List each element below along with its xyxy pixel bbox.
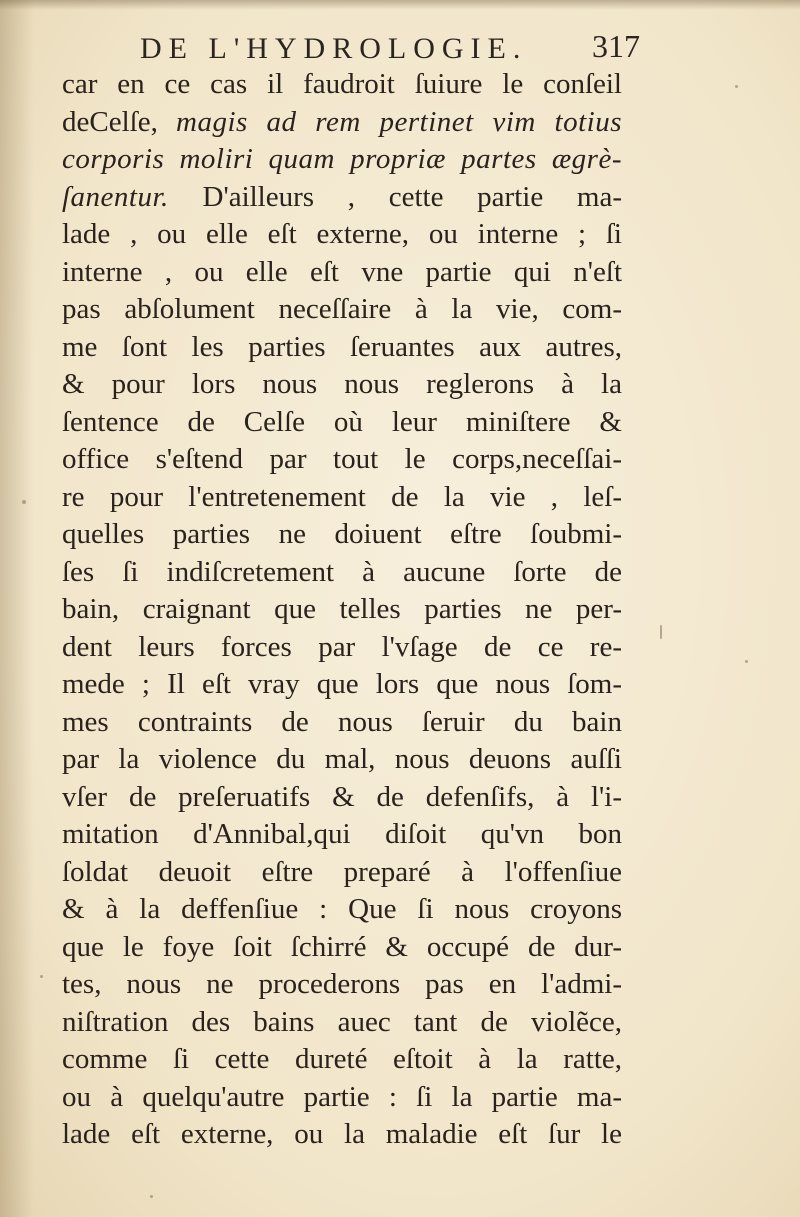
text-line: ſoldat deuoit eſtre preparé à l'offenſiue [62, 855, 622, 888]
text-line: tes, nous ne procederons pas en l'admi- [62, 968, 622, 1000]
page-number: 317 [592, 28, 640, 64]
text-line: & à la deffenſiue : Que ſi nous croyons [62, 893, 622, 925]
latin-quotation: magis ad rem pertinet vim totius [176, 105, 622, 138]
ink-speck [40, 975, 43, 978]
body-text [62, 66, 622, 1154]
text-line: & pour lors nous nous reglerons à la [62, 368, 622, 400]
text-line: car en ce cas il faudroit ſuiure le conſeil [62, 68, 622, 100]
text-line: mitation d'Annibal,qui diſoit qu'vn bon [62, 818, 622, 850]
text-line: ſentence de Celſe où leur miniſtere & [62, 405, 622, 438]
text-line: dent leurs forces par l'vſage de ce re- [62, 630, 622, 663]
page-top-edge [0, 0, 800, 10]
text-line: que le foye ſoit ſchirré & occupé de dur- [62, 930, 622, 963]
text-line: interne , ou elle eſt vne partie qui n'eſt [62, 255, 622, 288]
ink-speck [150, 1195, 153, 1198]
text-line: mede ; Il eſt vray que lors que nous ſom- [62, 668, 622, 700]
text-line: office s'eſtend par tout le corps,neceſſai- [62, 443, 622, 475]
text-line: par la violence du mal, nous deuons auſſi [62, 743, 622, 775]
text-line: ou à quelqu'autre partie : ſi la partie ma- [62, 1080, 622, 1113]
ink-speck [735, 85, 738, 88]
ink-speck [660, 625, 662, 639]
text-line: ſes ſi indiſcretement à aucune ſorte de [62, 555, 622, 588]
text-line: lade , ou elle eſt externe, ou interne ; ſi [62, 218, 622, 250]
text-line: lade eſt externe, ou la maladie eſt ſur le [62, 1118, 622, 1150]
running-title: DE L'HYDROLOGIE. [140, 32, 528, 65]
ink-speck [22, 500, 26, 504]
text-line: bain, craignant que telles parties ne per- [62, 593, 622, 625]
text-line: quelles parties ne doiuent eſtre ſoubmi- [62, 518, 622, 550]
latin-quotation: ſanentur. [62, 180, 169, 213]
text-line: comme ſi cette dureté eſtoit à la ratte, [62, 1043, 622, 1075]
text-line: deCelſe, magis ad rem pertinet vim totius [62, 105, 622, 138]
text-line: ſanentur. D'ailleurs , cette partie ma- [62, 180, 622, 213]
text-line: pas abſolument neceſſaire à la vie, com- [62, 293, 622, 325]
text-line: vſer de preſeruatifs & de defenſifs, à l'i- [62, 780, 622, 813]
binding-shadow [0, 0, 34, 1217]
ink-speck [745, 660, 748, 663]
text-line: mes contraints de nous ſeruir du bain [62, 705, 622, 738]
text-line: re pour l'entretenement de la vie , leſ- [62, 480, 622, 513]
text-line: me ſont les parties ſeruantes aux autres, [62, 330, 622, 363]
text-line: corporis moliri quam propriæ partes ægrè- [62, 143, 622, 175]
text-line: niſtration des bains auec tant de violẽce, [62, 1005, 622, 1038]
